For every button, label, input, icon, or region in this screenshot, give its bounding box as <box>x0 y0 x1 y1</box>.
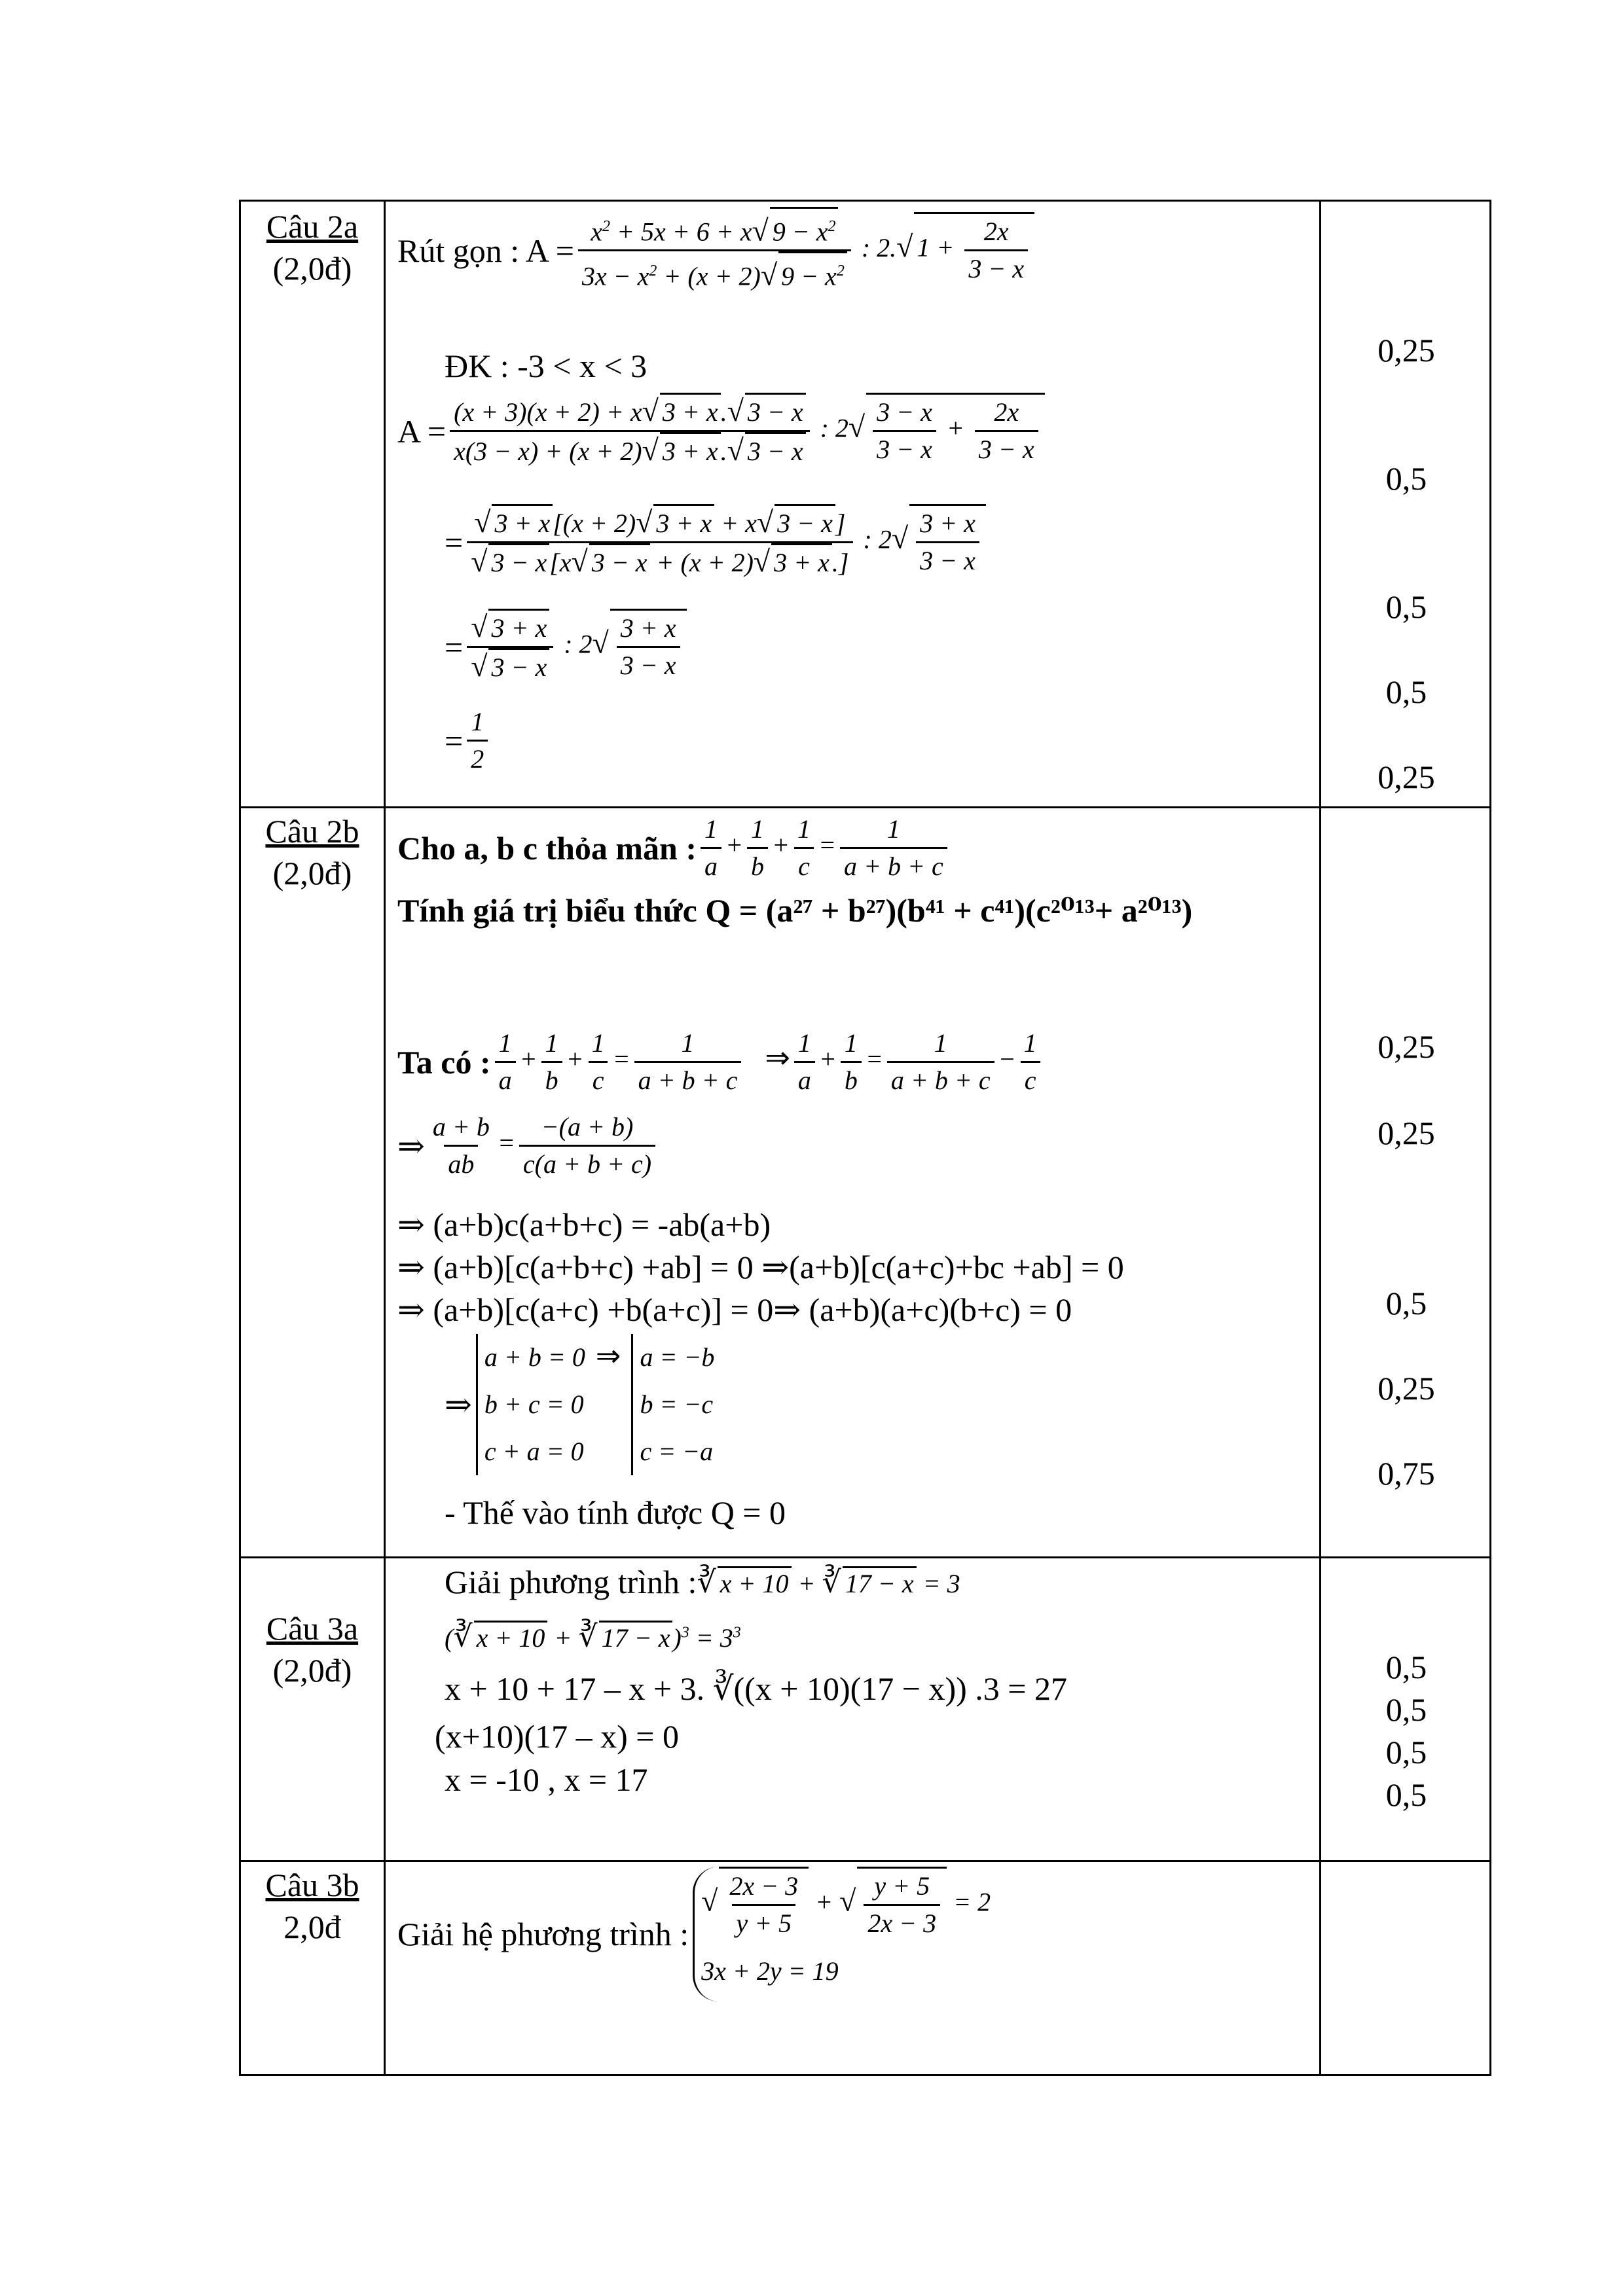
solution-line: ⇒ $\frac{a + b}{ab}$ = $\frac{-(a + b)}{c(a + b + c)}$ <box>397 1109 659 1182</box>
solution-line: Giải hệ phương trình : √ $\frac{2x - 3}{y + 5}$ + √ $\frac{y + 5}{2x - 3}$ = 2 3x + 2y = 19 <box>397 1867 994 2001</box>
formula: (∛ x + 10 + ∛ 17 − x )$^3 = 3^3$ <box>445 1620 741 1653</box>
solution-line: A = $\frac{(x + 3)(x + 2) + x√ 3 + x .√ 3 - x}{x(3 - x) + (x + 2)√ 3 + x .√ 3 - x}$ : 2√ $\frac{3 - x}{3 - x}$ + $\frac{2x}{3 - x}$ <box>397 393 1045 469</box>
question-score: (2,0đ) <box>272 855 352 891</box>
formula: $\frac{a + b}{ab}$ = $\frac{-(a + b)}{c(a + b + c)}$ <box>425 1109 659 1182</box>
points-value: 0,25 <box>1377 1115 1435 1151</box>
solution-line: = $\frac{1}{2}$ <box>445 704 492 777</box>
solution-cell <box>386 806 1319 1556</box>
solution-line: x + 10 + 17 – x + 3. ∛((x + 10)(17 − x)) .3 = 27 <box>445 1670 1067 1707</box>
question-score: (2,0đ) <box>272 250 352 287</box>
formula: $\frac{1}{a}$ + $\frac{1}{b}$ + $\frac{1}{c}$ = $\frac{1}{a + b + c}$ <box>697 812 951 884</box>
points-value: 0,25 <box>1377 1370 1435 1407</box>
row-cau-3a <box>241 1556 1489 1860</box>
question-label: Câu 3a <box>266 1610 359 1647</box>
formula: $\frac{(x + 3)(x + 2) + x√ 3 + x .√ 3 - x}{x(3 - x) + (x + 2)√ 3 + x .√ 3 - x}$ : 2√ $\frac{3 - x}{3 - x}$ + $\frac{2x}{3 - x}$ <box>446 393 1045 469</box>
formula: $\frac{1}{a}$ + $\frac{1}{b}$ + $\frac{1}{c}$ = $\frac{1}{a + b + c}$ ⇒ $\frac{1}{a}$ + $\frac{1}{b}$ = $\frac{1}{a + b + c}$ − $\frac{1}{c}$ <box>491 1026 1045 1098</box>
row-cau-3b <box>241 1860 1489 2078</box>
points-value: 0,5 <box>1385 1691 1427 1728</box>
question-label: Câu 2b <box>265 813 359 850</box>
solution-line: ⇒ (a+b)[c(a+b+c) +ab] = 0 ⇒(a+b)[c(a+c)+bc +ab] = 0 <box>397 1249 1124 1285</box>
formula: ∛ x + 10 + ∛ 17 − x = 3 <box>697 1566 960 1599</box>
points-value: 0,5 <box>1385 1649 1427 1685</box>
solution-cell <box>386 1556 1319 1860</box>
solution-line: = $\frac{√ 3 + x}{√ 3 - x}$ : 2√ $\frac{3 + x}{3 - x}$ <box>445 609 687 685</box>
points-value: 0,5 <box>1385 673 1427 710</box>
formula: a + b = 0 b + c = 0 c + a = 0 ⇒ a = −b b = −c c = −a <box>472 1334 719 1475</box>
points-value: 0,25 <box>1377 1028 1435 1065</box>
solution-line: Rút gọn : A = $\frac{x^2 + 5x + 6 + x√ 9 - x^2}{3x - x^2 + (x + 2)√ 9 - x^2}$ : 2.√ 1 + $\frac{2x}{3 - x}$ <box>397 207 1034 295</box>
solution-line <box>445 1619 741 1654</box>
points-value: 0,5 <box>1385 588 1427 625</box>
formula: $\frac{x^2 + 5x + 6 + x√ 9 - x^2}{3x - x^2 + (x + 2)√ 9 - x^2}$ : 2.√ 1 + $\frac{2x}{3 - x}$ <box>574 207 1034 295</box>
points-value: 0,25 <box>1377 759 1435 795</box>
solution-cell <box>386 1860 1319 2078</box>
question-score: 2,0đ <box>283 1909 341 1945</box>
row-cau-2b <box>241 806 1489 1556</box>
points-value: 0,25 <box>1377 332 1435 368</box>
solution-line: Cho a, b c thỏa mãn : $\frac{1}{a}$ + $\frac{1}{b}$ + $\frac{1}{c}$ = $\frac{1}{a + b + c}$ <box>397 812 951 884</box>
solution-line: ⇒ (a+b)[c(a+c) +b(a+c)] = 0⇒ (a+b)(a+c)(b+c) = 0 <box>397 1291 1072 1328</box>
answer-table <box>239 200 1491 2076</box>
question-label: Câu 2a <box>266 208 359 245</box>
solution-line: Ta có : $\frac{1}{a}$ + $\frac{1}{b}$ + $\frac{1}{c}$ = $\frac{1}{a + b + c}$ ⇒ $\frac{1}{a}$ + $\frac{1}{b}$ = $\frac{1}{a + b + c}$ − $\frac{1}{c}$ <box>397 1026 1045 1098</box>
points-value: 0,5 <box>1385 1734 1427 1770</box>
row-cau-2a <box>241 202 1489 806</box>
solution-line: Giải phương trình : ∛ x + 10 + ∛ 17 − x = 3 <box>445 1564 960 1600</box>
solution-cell <box>386 202 1319 806</box>
formula: $\frac{√ 3 + x}{√ 3 - x}$ : 2√ $\frac{3 + x}{3 - x}$ <box>463 609 686 685</box>
points-value: 0,5 <box>1385 1285 1427 1321</box>
formula: $\frac{√ 3 + x [(x + 2)√ 3 + x + x√ 3 - x ]}{√ 3 - x [x√ 3 - x + (x + 2)√ 3 + x .]}$ : 2√ $\frac{3 + x}{3 - x}$ <box>463 504 986 581</box>
solution-line: ⇒ a + b = 0 b + c = 0 c + a = 0 ⇒ a = −b b = −c c = −a <box>445 1334 718 1475</box>
solution-line: x = -10 , x = 17 <box>445 1761 648 1798</box>
solution-line: ĐK : -3 < x < 3 <box>445 348 647 384</box>
points-value: 0,75 <box>1377 1455 1435 1492</box>
solution-line: Tính giá trị biểu thức Q = (a²⁷ + b²⁷)(b⁴¹ + c⁴¹)(c²⁰¹³+ a²⁰¹³) <box>397 892 1193 929</box>
question-label: Câu 3b <box>265 1867 359 1903</box>
solution-line: = $\frac{√ 3 + x [(x + 2)√ 3 + x + x√ 3 - x ]}{√ 3 - x [x√ 3 - x + (x + 2)√ 3 + x .]}$ : 2√ $\frac{3 + x}{3 - x}$ <box>445 504 986 581</box>
points-value: 0,5 <box>1385 1776 1427 1813</box>
solution-line: (x+10)(17 – x) = 0 <box>435 1718 679 1755</box>
points-value: 0,5 <box>1385 460 1427 497</box>
formula: √ $\frac{2x - 3}{y + 5}$ + √ $\frac{y + 5}{2x - 3}$ = 2 3x + 2y = 19 <box>689 1867 994 2001</box>
solution-line: ⇒ (a+b)c(a+b+c) = -ab(a+b) <box>397 1206 771 1243</box>
solution-line: - Thế vào tính được Q = 0 <box>445 1494 786 1531</box>
question-score: (2,0đ) <box>272 1652 352 1689</box>
formula: $\frac{1}{2}$ <box>463 704 492 777</box>
